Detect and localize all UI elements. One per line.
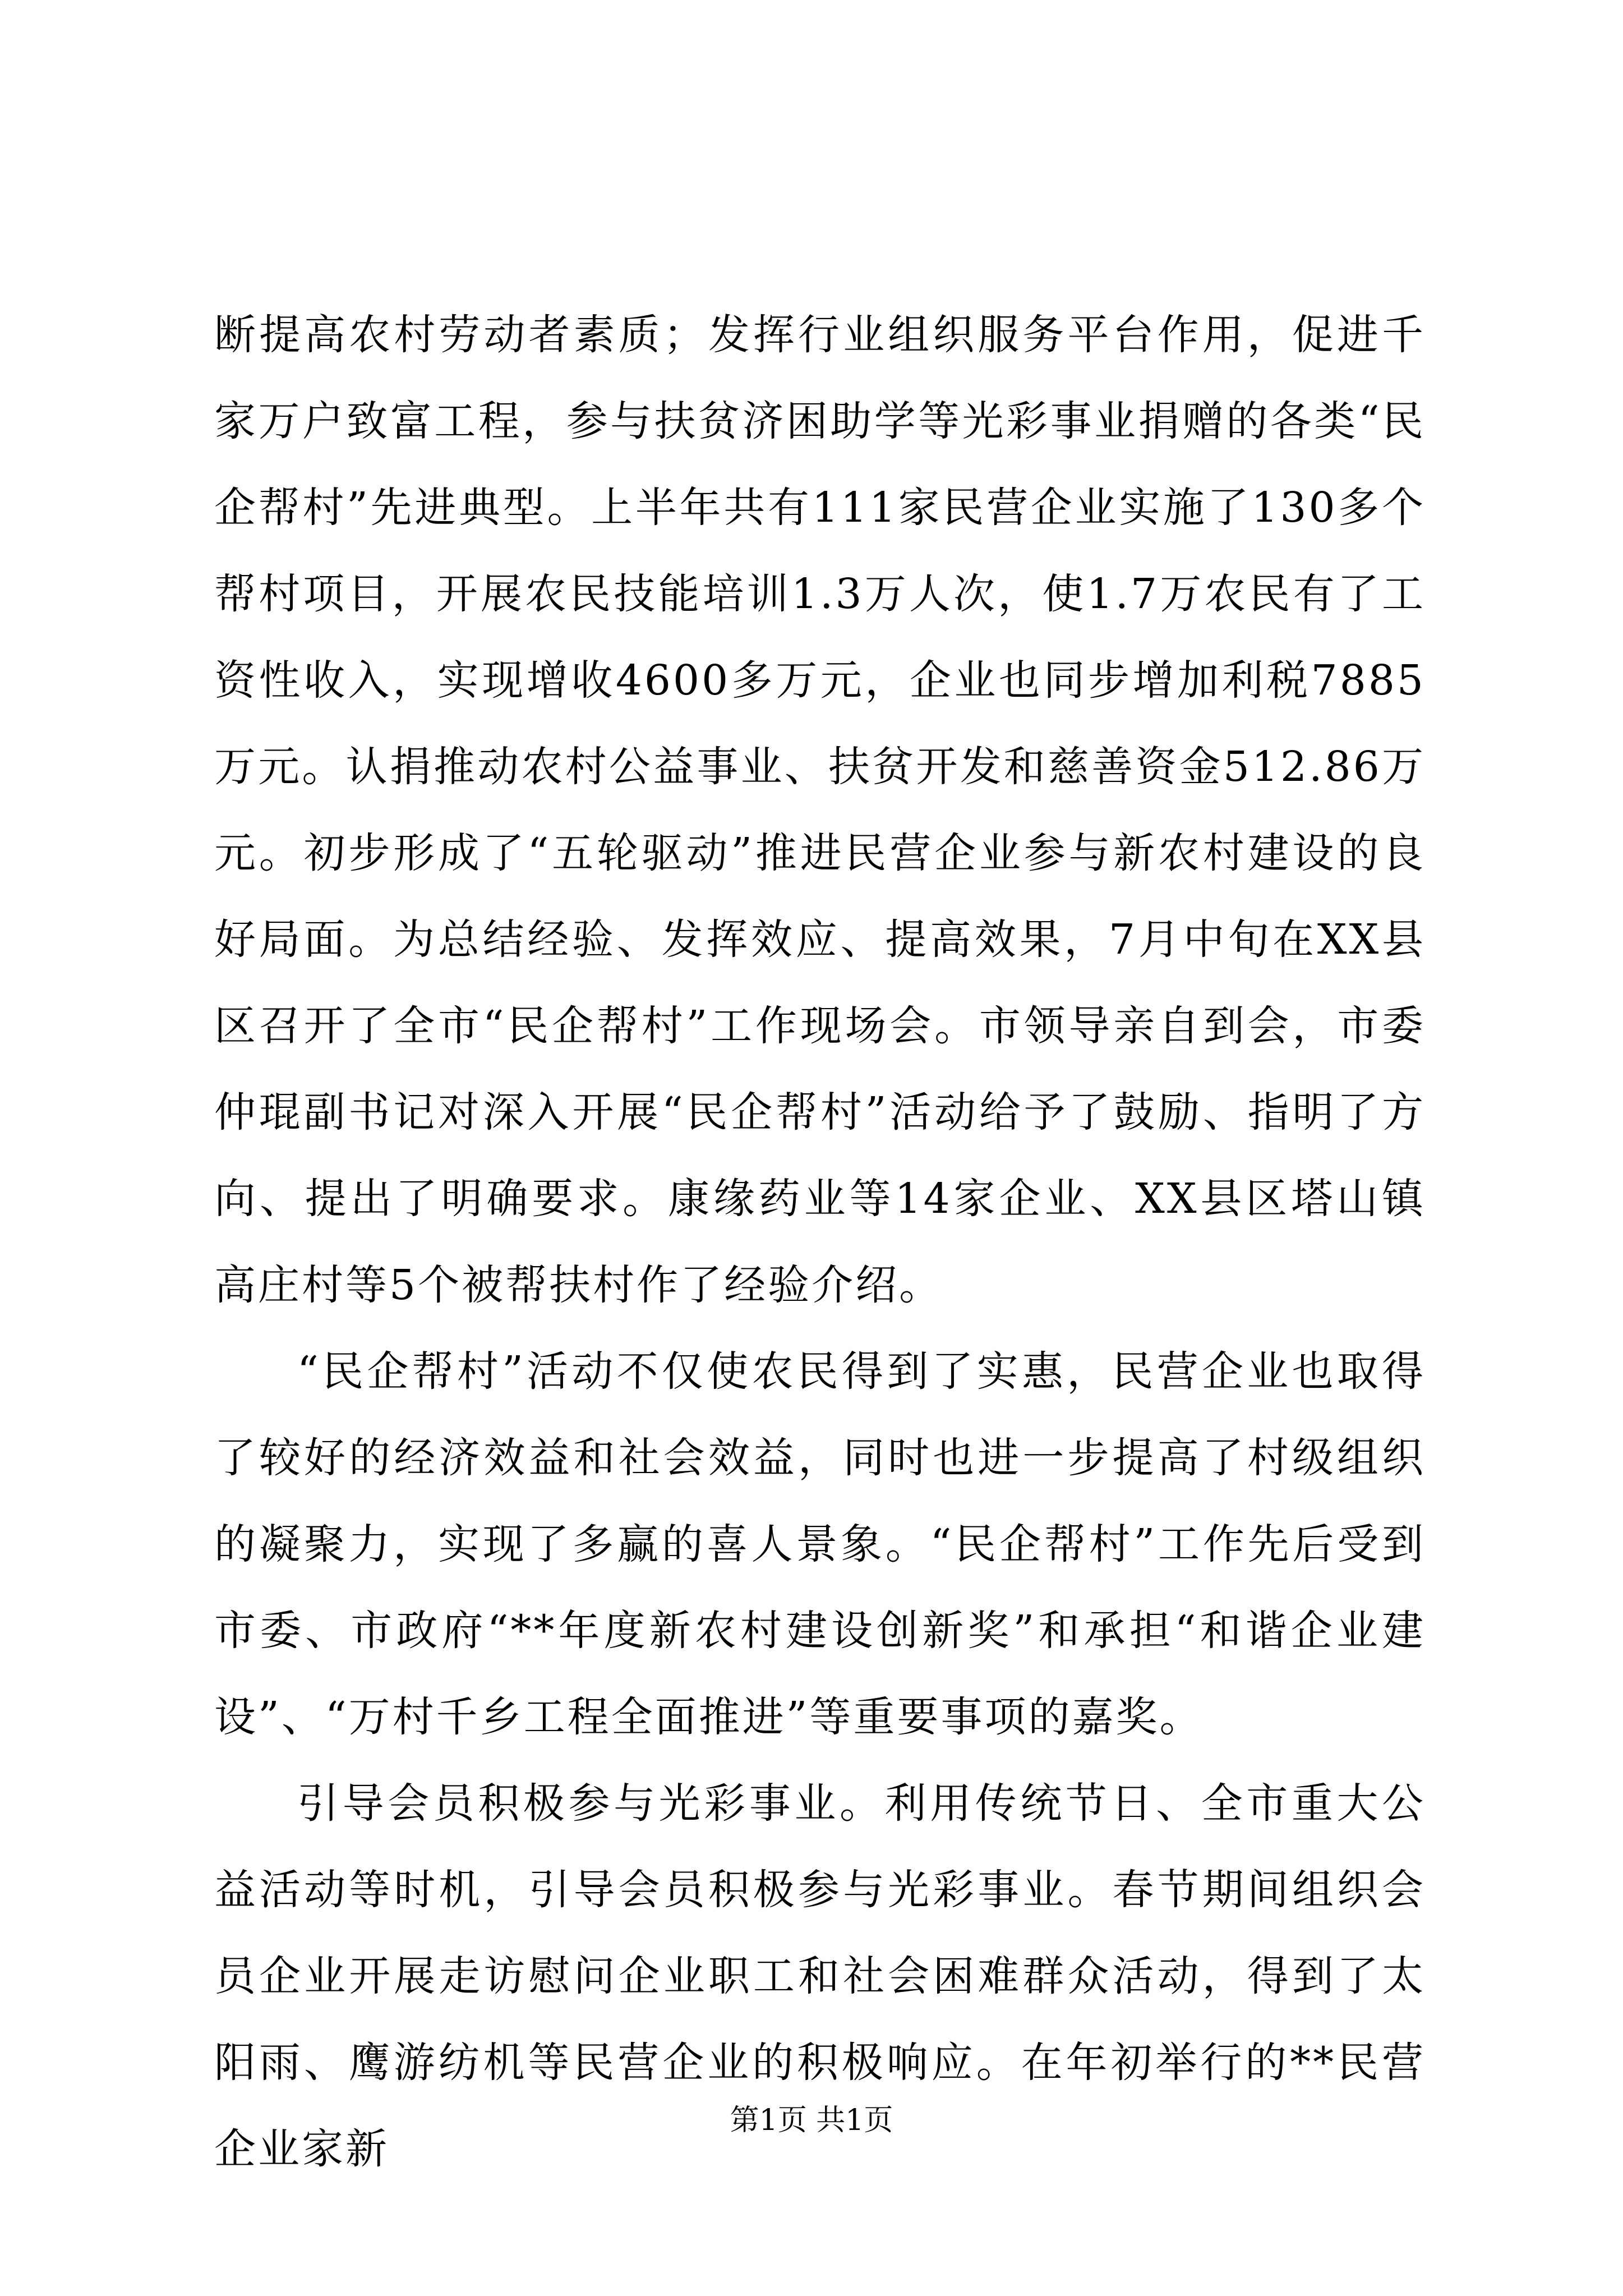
paragraph-2: “民企帮村”活动不仅使农民得到了实惠，民营企业也取得了较好的经济效益和社会效益，同时也进一步提高了村级组织的凝聚力，实现了多赢的喜人景象。“民企帮村”工作先后受到市委、市政府“**年度新农村建设创新奖”和承担“和谐企业建设”、“万村千乡工程全面推进”等重要事项的嘉奖。 [214, 1347, 1426, 1741]
paragraph-1: 断提高农村劳动者素质；发挥行业组织服务平台作用，促进千家万户致富工程，参与扶贫济困助学等光彩事业捐赠的各类“民企帮村”先进典型。上半年共有111家民营企业实施了130多个帮村项目，开展农民技能培训1.3万人次，使1.7万农民有了工资性收入，实现增收4600多万元，企业也同步增加利税7885万元。认捐推动农村公益事业、扶贫开发和慈善资金512.86万元。初步形成了“五轮驱动”推进民营企业参与新农村建设的良好局面。为总结经验、发挥效应、提高效果，7月中旬在XX县区召开了全市“民企帮村”工作现场会。市领导亲自到会，市委仲琨副书记对深入开展“民企帮村”活动给予了鼓励、指明了方向、提出了明确要求。康缘药业等14家企业、XX县区塔山镇高庄村等5个被帮扶村作了经验介绍。 [214, 311, 1426, 1309]
document-body [214, 292, 1426, 2192]
paragraph-3: 引导会员积极参与光彩事业。利用传统节日、全市重大公益活动等时机，引导会员积极参与光彩事业。春节期间组织会员企业开展走访慰问企业职工和社会困难群众活动，得到了太阳雨、鹰游纺机等民营企业的积极响应。在年初举行的**民营企业家新 [214, 1779, 1426, 2173]
page-footer: 第1页 共1页 [730, 2104, 893, 2137]
